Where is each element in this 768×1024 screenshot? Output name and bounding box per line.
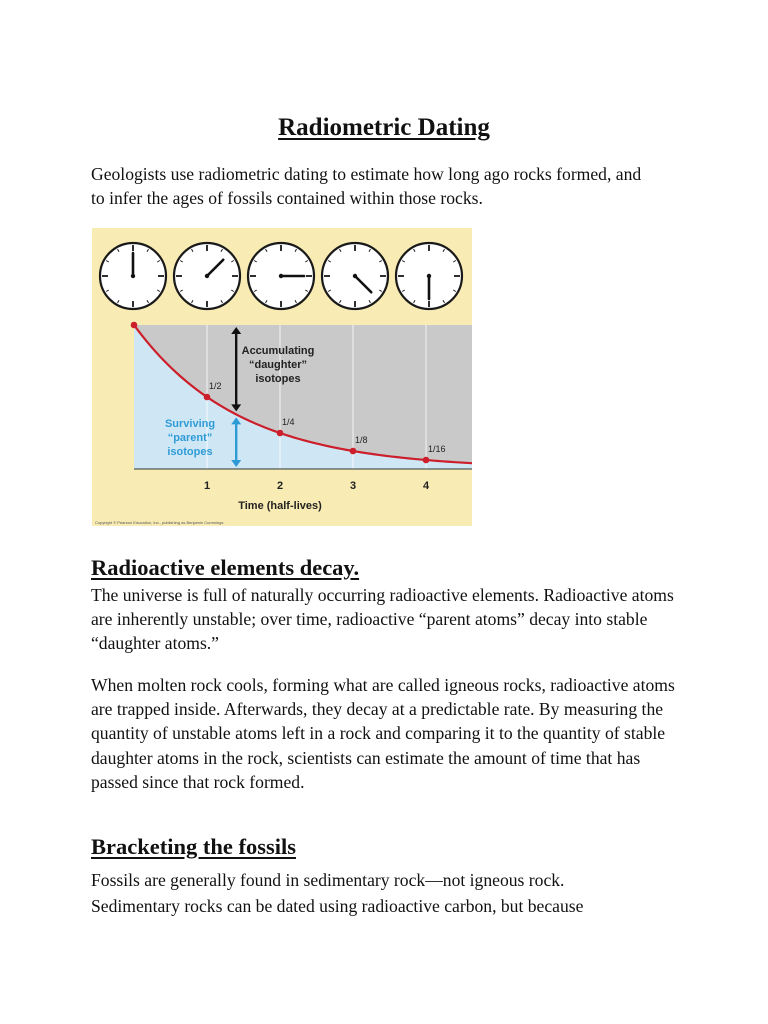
x-tick-label: 1 [203, 480, 211, 492]
parent-label-line3: isotopes [167, 446, 213, 458]
decay-paragraph-2: When molten rock cools, forming what are called igneous rocks, radioactive atoms are trapped inside. Afterwards, they decay at a predictable rate. By measuring the quantity of unstable atoms left in a rock and comparing it to the quantity of stable daughter atoms in the rock, scientists can estimate the amount of time that has passed since that rock formed. [91, 675, 675, 792]
clock-icon [174, 243, 240, 309]
clock-pivot [131, 274, 135, 278]
intro-paragraph: Geologists use radiometric dating to estimate how long ago rocks formed, and to infer the ages of fossils contained within those rocks. [91, 164, 642, 209]
decay-paragraph-1: The universe is full of naturally occurring radioactive elements. Radioactive atoms are inherently unstable; over time, radioactive “parent atoms” decay into stable “daughter atoms.” [91, 585, 674, 654]
section-heading-bracketing: Bracketing the fossils [91, 834, 296, 859]
data-point [277, 430, 284, 437]
parent-label-line2: “parent” [167, 432, 213, 444]
parent-label-line1: Surviving [164, 418, 216, 430]
x-tick-label: 4 [422, 480, 430, 492]
clock-icon [322, 243, 388, 309]
clock-icon [100, 243, 166, 309]
radiometric-decay-figure [92, 228, 472, 526]
bracketing-paragraph-1: Fossils are generally found in sedimentary rock—not igneous rock. [91, 870, 565, 890]
x-tick-label: 2 [276, 480, 284, 492]
daughter-label-line1: Accumulating [241, 345, 315, 357]
decay-chart [92, 228, 472, 526]
section-heading-decay: Radioactive elements decay. [91, 555, 360, 580]
fraction-label: 1/2 [209, 381, 222, 391]
fraction-label: 1/16 [428, 444, 446, 454]
data-point [350, 448, 357, 455]
bracketing-paragraph-2: Sedimentary rocks can be dated using radioactive carbon, but because [91, 896, 584, 916]
clock-pivot [205, 274, 209, 278]
x-axis-label: Time (half-lives) [238, 500, 322, 512]
data-point [204, 394, 211, 401]
data-point [423, 457, 430, 464]
clock-pivot [353, 274, 357, 278]
daughter-label-line3: isotopes [255, 373, 301, 385]
clock-row [100, 243, 462, 309]
fraction-label: 1/4 [282, 417, 295, 427]
data-point [131, 322, 138, 329]
clock-pivot [427, 274, 431, 278]
clock-pivot [279, 274, 283, 278]
x-tick-label: 3 [349, 480, 357, 492]
copyright-note: Copyright © Pearson Education, Inc., publishing as Benjamin Cummings. [95, 520, 225, 525]
daughter-label-line2: “daughter” [248, 359, 308, 371]
clock-icon [396, 243, 462, 309]
page-title: Radiometric Dating [278, 114, 490, 141]
fraction-label: 1/8 [355, 435, 368, 445]
clock-icon [248, 243, 314, 309]
